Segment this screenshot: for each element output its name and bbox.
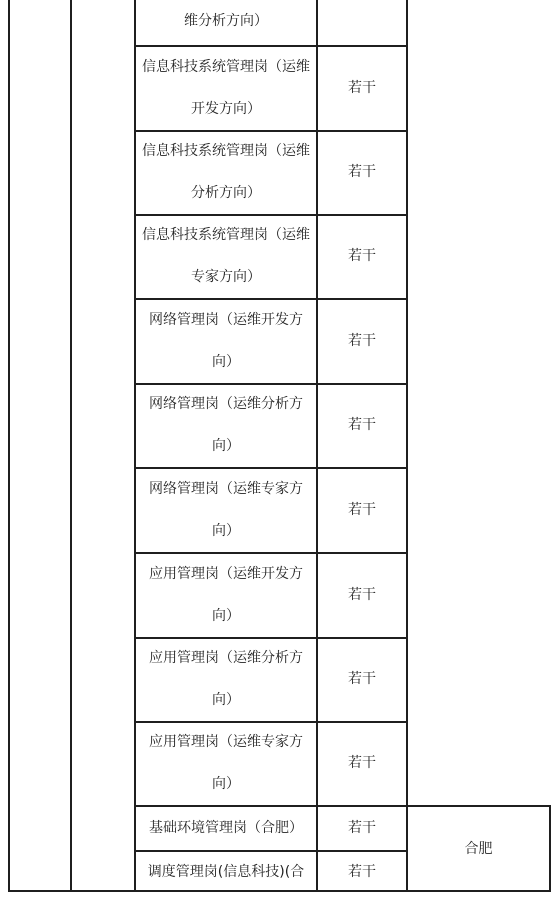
headcount-cell (318, 638, 406, 720)
headcount: 若干 (348, 755, 376, 771)
headcount-cell (318, 384, 406, 466)
position-name: 调度管理岗(信息科技)(合 (147, 863, 305, 880)
headcount-cell (318, 0, 406, 44)
position-name-cell (136, 131, 316, 213)
position-name: 网络管理岗（运维分析方向） (149, 396, 303, 454)
work-location-cell (408, 806, 549, 892)
position-name-cell (136, 806, 316, 849)
headcount: 若干 (348, 586, 376, 603)
headcount-cell (318, 299, 406, 382)
position-name-cell (136, 46, 316, 129)
position-name-cell (136, 468, 316, 551)
position-name: 基础环境管理岗（合肥） (149, 819, 303, 836)
headcount: 若干 (348, 671, 376, 687)
headcount-cell (318, 131, 406, 213)
headcount: 若干 (348, 248, 376, 264)
headcount: 若干 (348, 164, 376, 180)
headcount-cell (318, 553, 406, 636)
headcount-cell (318, 722, 406, 804)
position-name-cell (136, 638, 316, 720)
table-border-right (549, 806, 551, 892)
position-name: 应用管理岗（运维开发方向） (149, 565, 303, 624)
position-name: 网络管理岗（运维专家方向） (149, 480, 303, 539)
position-name: 信息科技系统管理岗（运维专家方向） (142, 227, 310, 285)
headcount-cell (318, 468, 406, 551)
position-name-cell (136, 384, 316, 466)
column-divider (70, 0, 72, 892)
headcount: 若干 (348, 863, 376, 880)
headcount-cell (318, 806, 406, 849)
table-border-left (8, 0, 10, 892)
position-name-cell (136, 851, 316, 892)
column-divider (406, 0, 408, 892)
position-name: 网络管理岗（运维开发方向） (149, 311, 303, 370)
position-name-cell (136, 553, 316, 636)
position-name: 维分析方向） (184, 13, 268, 29)
headcount: 若干 (348, 79, 376, 96)
headcount: 若干 (348, 332, 376, 349)
headcount: 若干 (348, 501, 376, 518)
position-name: 信息科技系统管理岗（运维分析方向） (142, 143, 310, 201)
headcount-cell (318, 851, 406, 892)
position-name-cell (136, 299, 316, 382)
position-name-cell (136, 0, 316, 44)
position-name: 应用管理岗（运维专家方向） (149, 734, 303, 792)
headcount-cell (318, 215, 406, 297)
headcount-cell (318, 46, 406, 129)
headcount: 若干 (348, 819, 376, 836)
work-location: 合肥 (464, 841, 493, 857)
position-name: 应用管理岗（运维分析方向） (149, 650, 303, 708)
position-name-cell (136, 722, 316, 804)
headcount: 若干 (348, 417, 376, 433)
position-name-cell (136, 215, 316, 297)
position-name: 信息科技系统管理岗（运维开发方向） (142, 58, 310, 117)
